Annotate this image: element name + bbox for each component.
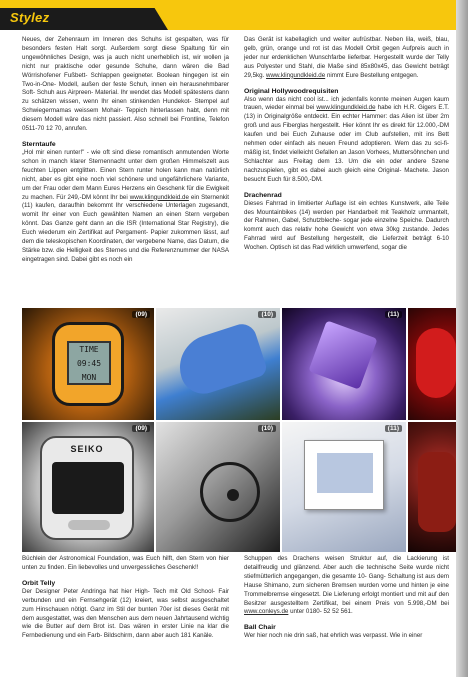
page-spine [456,0,468,677]
photo-star-kit [282,308,406,420]
photo-seiko-watch [22,422,154,552]
star-kit-box-icon [308,320,377,389]
text-span: Schuppen des Drachens weisen Struktur auf, die Lackierung ist detailfreudig und glänzend. Aber auch die technische Seite wurde nicht stiefmütterlich angegangen, die gesamte 10- Gang- Schaltung ist aus dem Hause Shimano, zum sicheren Bremsen wurden vorne und hinten je eine Trommelbremse eingesetzt. Die Lieferung erfolgt montiert und mit auf den Besitzer ausgestelltem Zertifikat, bei einem Preis von 5.998,-DM bei [244,555,449,607]
right-column-bottom [244,555,449,641]
watch-icon [40,436,134,540]
watch-lcd [52,462,124,514]
photo-alien [408,422,456,552]
link-klingundkleid[interactable]: www.klingundkleid.de [129,193,189,201]
link-klingundkleid[interactable]: www.klingundkleid.de [316,104,376,112]
shoe-icon [171,320,268,399]
photo-label: (09) [132,425,150,432]
paragraph: Wer hier noch nie drin saß, hat ehrlich was verpasst. Wie in einer [244,632,423,640]
photo-red-device [408,308,456,420]
photo-label: (11) [385,311,402,318]
text-span: habe ich H.R. Gigers E.T. (13) in Originalgröße entdeckt. Ein echter Hammer: das Alien ist über 2m groß und aus Fiberglas hergestellt. Hier könnt Ihr es direkt für 12.000,-DM kaufen und bei Euch Zuhause oder im Club aufstellen, mit ins Bett nehmen oder einfach als neuen Freund adoptieren. Wem das zu sci-fi- mäßig ist, findet vielleicht Gefallen an Jason Vorhees, Muttersöhnchen und Schlachter aus Freitag dem 13. Um die ein oder andere Szene nachzuspielen, gibt es dabei auch gleich eine Original- Machete. Jason besucht Euch für 8.500,-DM. [244,104,449,183]
link-klingundkleid[interactable]: www.klingundkleid.de [266,71,326,79]
watch-button [68,520,110,530]
paragraph [244,555,449,617]
left-column-bottom [22,555,229,641]
heading-orbit-telly: Orbit Telly [22,579,56,587]
wheel-icon [200,462,260,522]
heading-hollywood: Original Hollywoodrequisiten [244,87,339,95]
text-span: Also wenn das nicht cool ist... ich jedenfalls konnte meinen Augen kaum trauen, wieder einmal bei [244,95,449,112]
photo-grid [22,308,456,552]
alien-figure-icon [418,452,456,532]
right-column-top [244,36,449,253]
text-span: ein Sternenkit (11) kaufen, daraufhin bekommt Ihr verschiedene Unterlagen zugesandt, womit Ihr einer von Euch gewählten Namen an einen Stern vergeben könnt. Das Ganze geht dann an die ISR (International Star Registry), die Euch wiederum ein Zertifikat auf Pergament- Papier zukommen lässt, auf dem die teleskopischen Koordinaten, der vergebene Name, das Datum, die Stärke bzw. die Helligkeit des Sternes und die Referenznummer der NASA eingetragen sind. Dabei gibt es noch ein [22,193,229,263]
wheel-hub [227,489,239,501]
text-span: nimmt Eure Bestellung entgegen. [326,71,419,79]
paragraph: Neues, der Zehenraum im Inneren des Schuhs ist gespalten, was für besonders festen Halt sorgt. Außerdem sorgt diese Spaltung für ein ungewöhnliches Design, was ja auch nicht unerheblich ist, wir wollen ja nicht nur praktische oder gesunde Schuhe, dann wären die Bad Wörrishofener Fußbett- Schlappen geeigneter. Boolean hingegen ist ein Two-in-One- Modell, außen der feste Schuh, innen ein herausnehmbarer Soft- Schuh aus Airpreen- Material. Ihr wendet das Modell spätestens dann zu schätzen wissen, wenn Ihr einen stinkenden Hundekot- Stempel auf Schwiegermamas weissem Mohair- Teppich hinterlassen habt, denn mit diesem Modell wäre das nicht passiert. Also schnell bei Frontline, Telefon 0511-70 12 70, anrufen. [22,36,229,133]
watch-screen: TIME 09:45 MON [67,341,111,385]
photo-label: (09) [132,311,150,318]
heading-drachenrad: Drachenrad [244,191,282,199]
watch-icon [52,322,124,406]
paragraph: Dieses Fahrrad in limitierter Auflage ist ein echtes Kunstwerk, alle Teile des Mountainbikes (14) werden per Handarbeit mit Teakholz ummantelt, der Rahmen, Gabel, Schutzbleche- sogar jede einzelne Speiche. Dadurch kommt auch das relativ hohe Gewicht von etwa 30kg zustande. Jedes Fahrrad wird auf Bestellung hergestellt, die Lieferzeit beträgt 6-10 Wochen. Optisch ist das Rad wirklich umwerfend, sogar die [244,199,449,252]
red-device-icon [416,328,456,398]
photo-shoe [156,308,280,420]
photo-bike-detail [156,422,280,552]
photo-label: (11) [385,425,402,432]
photo-orange-watch [22,308,154,420]
text-span: Das Gerät ist kabellaglich und weiter aufrüstbar. Neben lila, weiß, blau, gelb, grün, orange und rot ist das Modell Orbit gegen Aufpreis auch in jeder nur erdenklichen Wunschfarbe lieferbar. Hergestellt wurde der Telly aus Polyester und Stahl, die Maße sind 85x80x45, das Gewicht beträgt 29,5kg. [244,36,449,79]
left-column-top [22,36,229,265]
section-title: Stylez [10,10,50,25]
photo-label: (10) [258,425,276,432]
star-map [317,453,373,493]
paragraph: Büchlein der Astronomical Foundation, was Euch hilft, den Stern von hier unten zu finden. Ein liebevolles und unvergessliches Geschenk!! [22,555,229,571]
certificate-icon [304,440,384,510]
text-span: unter 0180- 52 52 561. [290,608,353,616]
paragraph: Der Designer Peter Andringa hat hier High- Tech mit Old School- Fair verbunden und ein Fernsehgerät (12) kreiert, was selbst ausgeschaltet zum Hinschauen nötigt. Ganz im Stil der bunten 70er ist dieses Gerät mit dem ausgestattet, was den Menschen aus dem neuen Jahrtausend wichtig wie die Butter auf dem Brot ist. Das wären in erster Linie na klar die Fernbedienung und ein Farb- Bildschirm, dann aber auch 181 Kanäle. [22,587,229,640]
watch-brand: SEIKO [70,444,104,454]
photo-label: (10) [258,311,276,318]
heading-sterntaufe: Sterntaufe [22,140,56,148]
paragraph [244,36,449,81]
paragraph [22,149,229,265]
text-span: „Hol mir einen runter!" - wie oft sind diese romantisch anmutenden Worte schon in manch klarer Sternennacht unter dem großen Himmelszelt aus feuchten Lippen entglitten. Einen Stern runter holen kann man natürlich nicht, aber es gibt eine noch viel schönere und ungefährlichere Variante, um der Frau oder dem Mann Eures Herzens ein Geschenk für die Ewigkeit zu machen. Für 249,-DM könnt Ihr bei [22,148,229,201]
heading-ball-chair: Ball Chair [244,624,276,632]
photo-certificate [282,422,406,552]
link-conleys[interactable]: www.conleys.de [244,608,289,616]
paragraph [244,96,449,185]
